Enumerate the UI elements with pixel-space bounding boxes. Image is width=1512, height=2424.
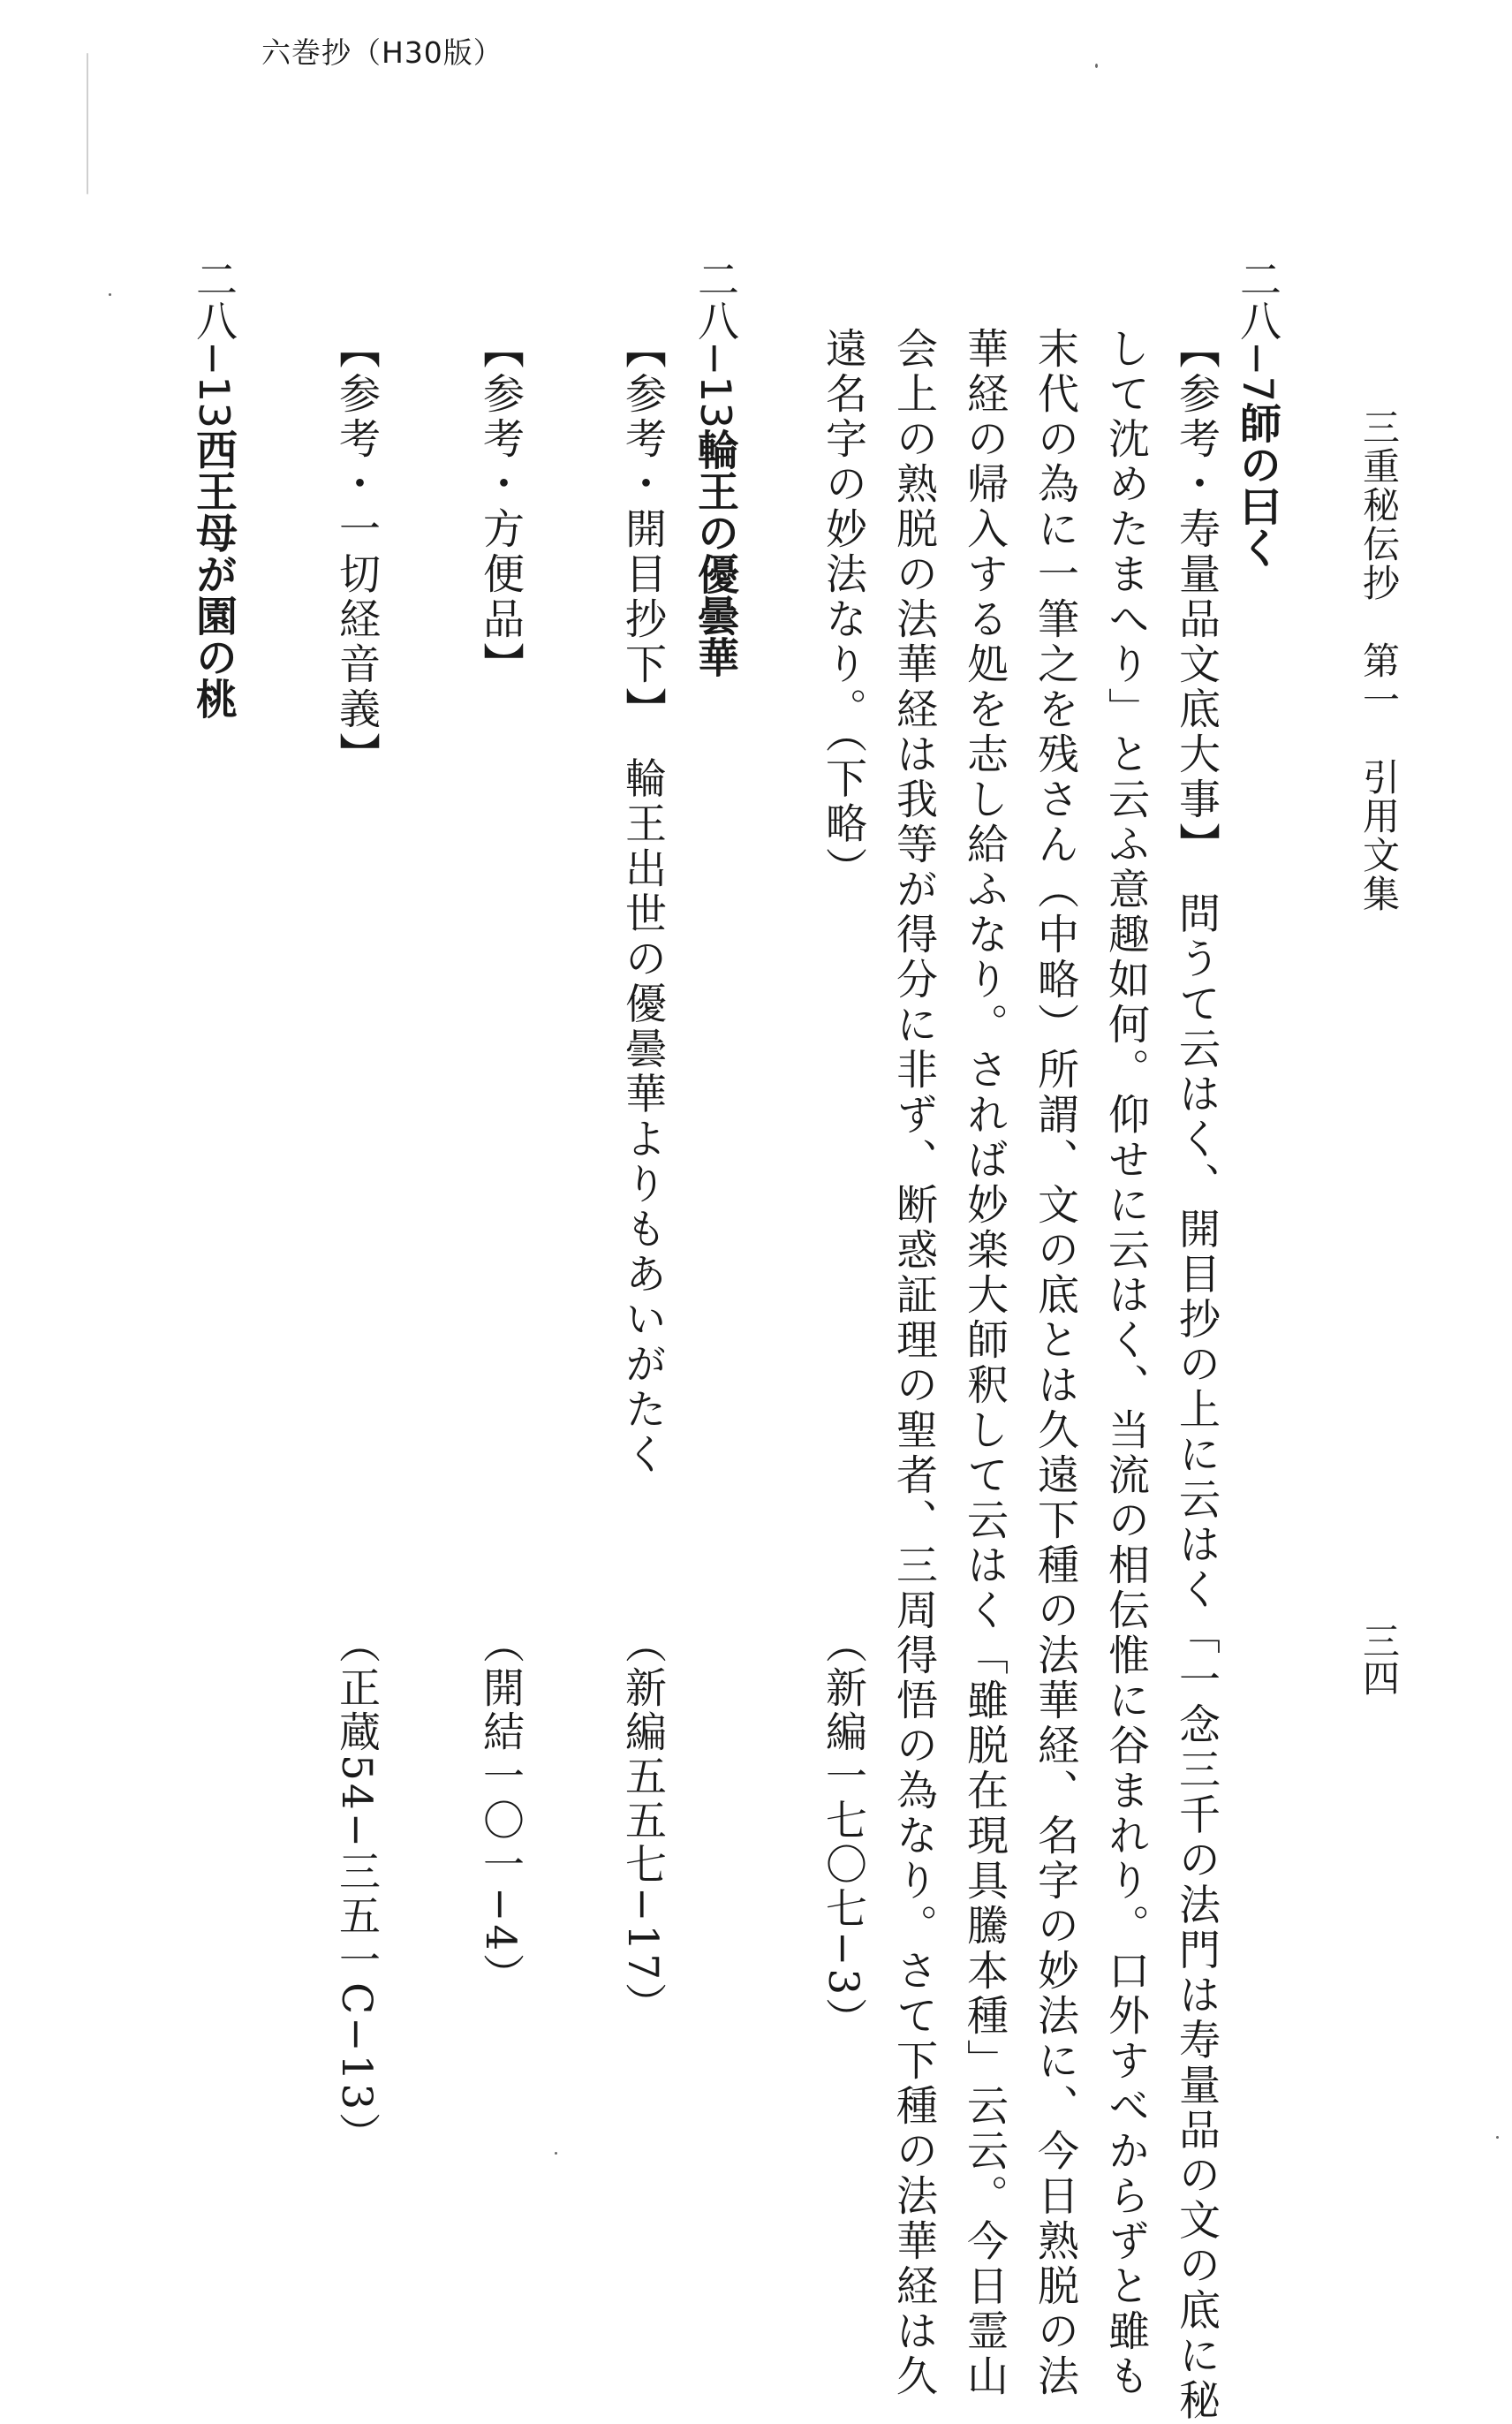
body-line: 【参考・方便品】 bbox=[476, 327, 525, 687]
scan-speck bbox=[109, 293, 111, 296]
scan-speck bbox=[1496, 2136, 1499, 2139]
section-number: 二八−13 bbox=[189, 258, 238, 429]
body-line: 【参考・一切経音義】 bbox=[332, 327, 381, 777]
body-line: 会上の熟脱の法華経は我等が得分に非ず、断惑証理の聖者、三周得悟の為なり。さて下種の法華経は久 bbox=[889, 327, 938, 2399]
section-heading bbox=[691, 258, 739, 678]
body-line: 【参考・開目抄下】 輪王出世の優曇華よりもあいがたく bbox=[618, 327, 667, 1478]
scan-speck bbox=[1095, 64, 1098, 68]
section-number: 二八−7 bbox=[1233, 258, 1281, 403]
citation: （開結一〇一−4） bbox=[476, 1622, 525, 1998]
body-line: 遠名字の妙法なり。（下略） bbox=[819, 327, 867, 892]
citation: （新編一七〇七−3） bbox=[819, 1622, 867, 2042]
running-header: 三重秘伝抄 第一 引用文集 bbox=[1357, 408, 1401, 913]
section-title: 師の曰く bbox=[1233, 402, 1281, 569]
body-line: 【参考・寿量品文底大事】 問うて云はく、開目抄の上に云はく「一念三千の法門は寿量品の文の底に秘 bbox=[1172, 327, 1221, 2424]
scan-speck bbox=[555, 2152, 557, 2155]
body-line: して沈めたまへり」と云ふ意趣如何。仰せに云はく、当流の相伝惟に谷まれり。口外すべからずと雖も bbox=[1101, 327, 1150, 2399]
corner-label: 六巻抄（H30版） bbox=[261, 35, 503, 70]
body-line: 華経の帰入する処を志し給ふなり。されば妙楽大師釈して云はく「雖脱在現具騰本種」云云。今日霊山 bbox=[960, 327, 1009, 2399]
section-title: 西王母が園の桃 bbox=[189, 428, 238, 720]
body-line: 末代の為に一筆之を残さん（中略）所謂、文の底とは久遠下種の法華経、名字の妙法に、今日熟脱の法 bbox=[1031, 327, 1079, 2399]
citation: （新編五五七−17） bbox=[618, 1622, 667, 2027]
section-title: 輪王の優曇華 bbox=[691, 428, 739, 678]
page-number: 三四 bbox=[1357, 1622, 1401, 1696]
citation: （正蔵54−三五一C−13） bbox=[332, 1622, 381, 2157]
section-heading bbox=[189, 258, 238, 720]
scan-speck bbox=[87, 53, 88, 194]
section-number: 二八−13 bbox=[691, 258, 739, 429]
section-heading bbox=[1233, 258, 1281, 569]
